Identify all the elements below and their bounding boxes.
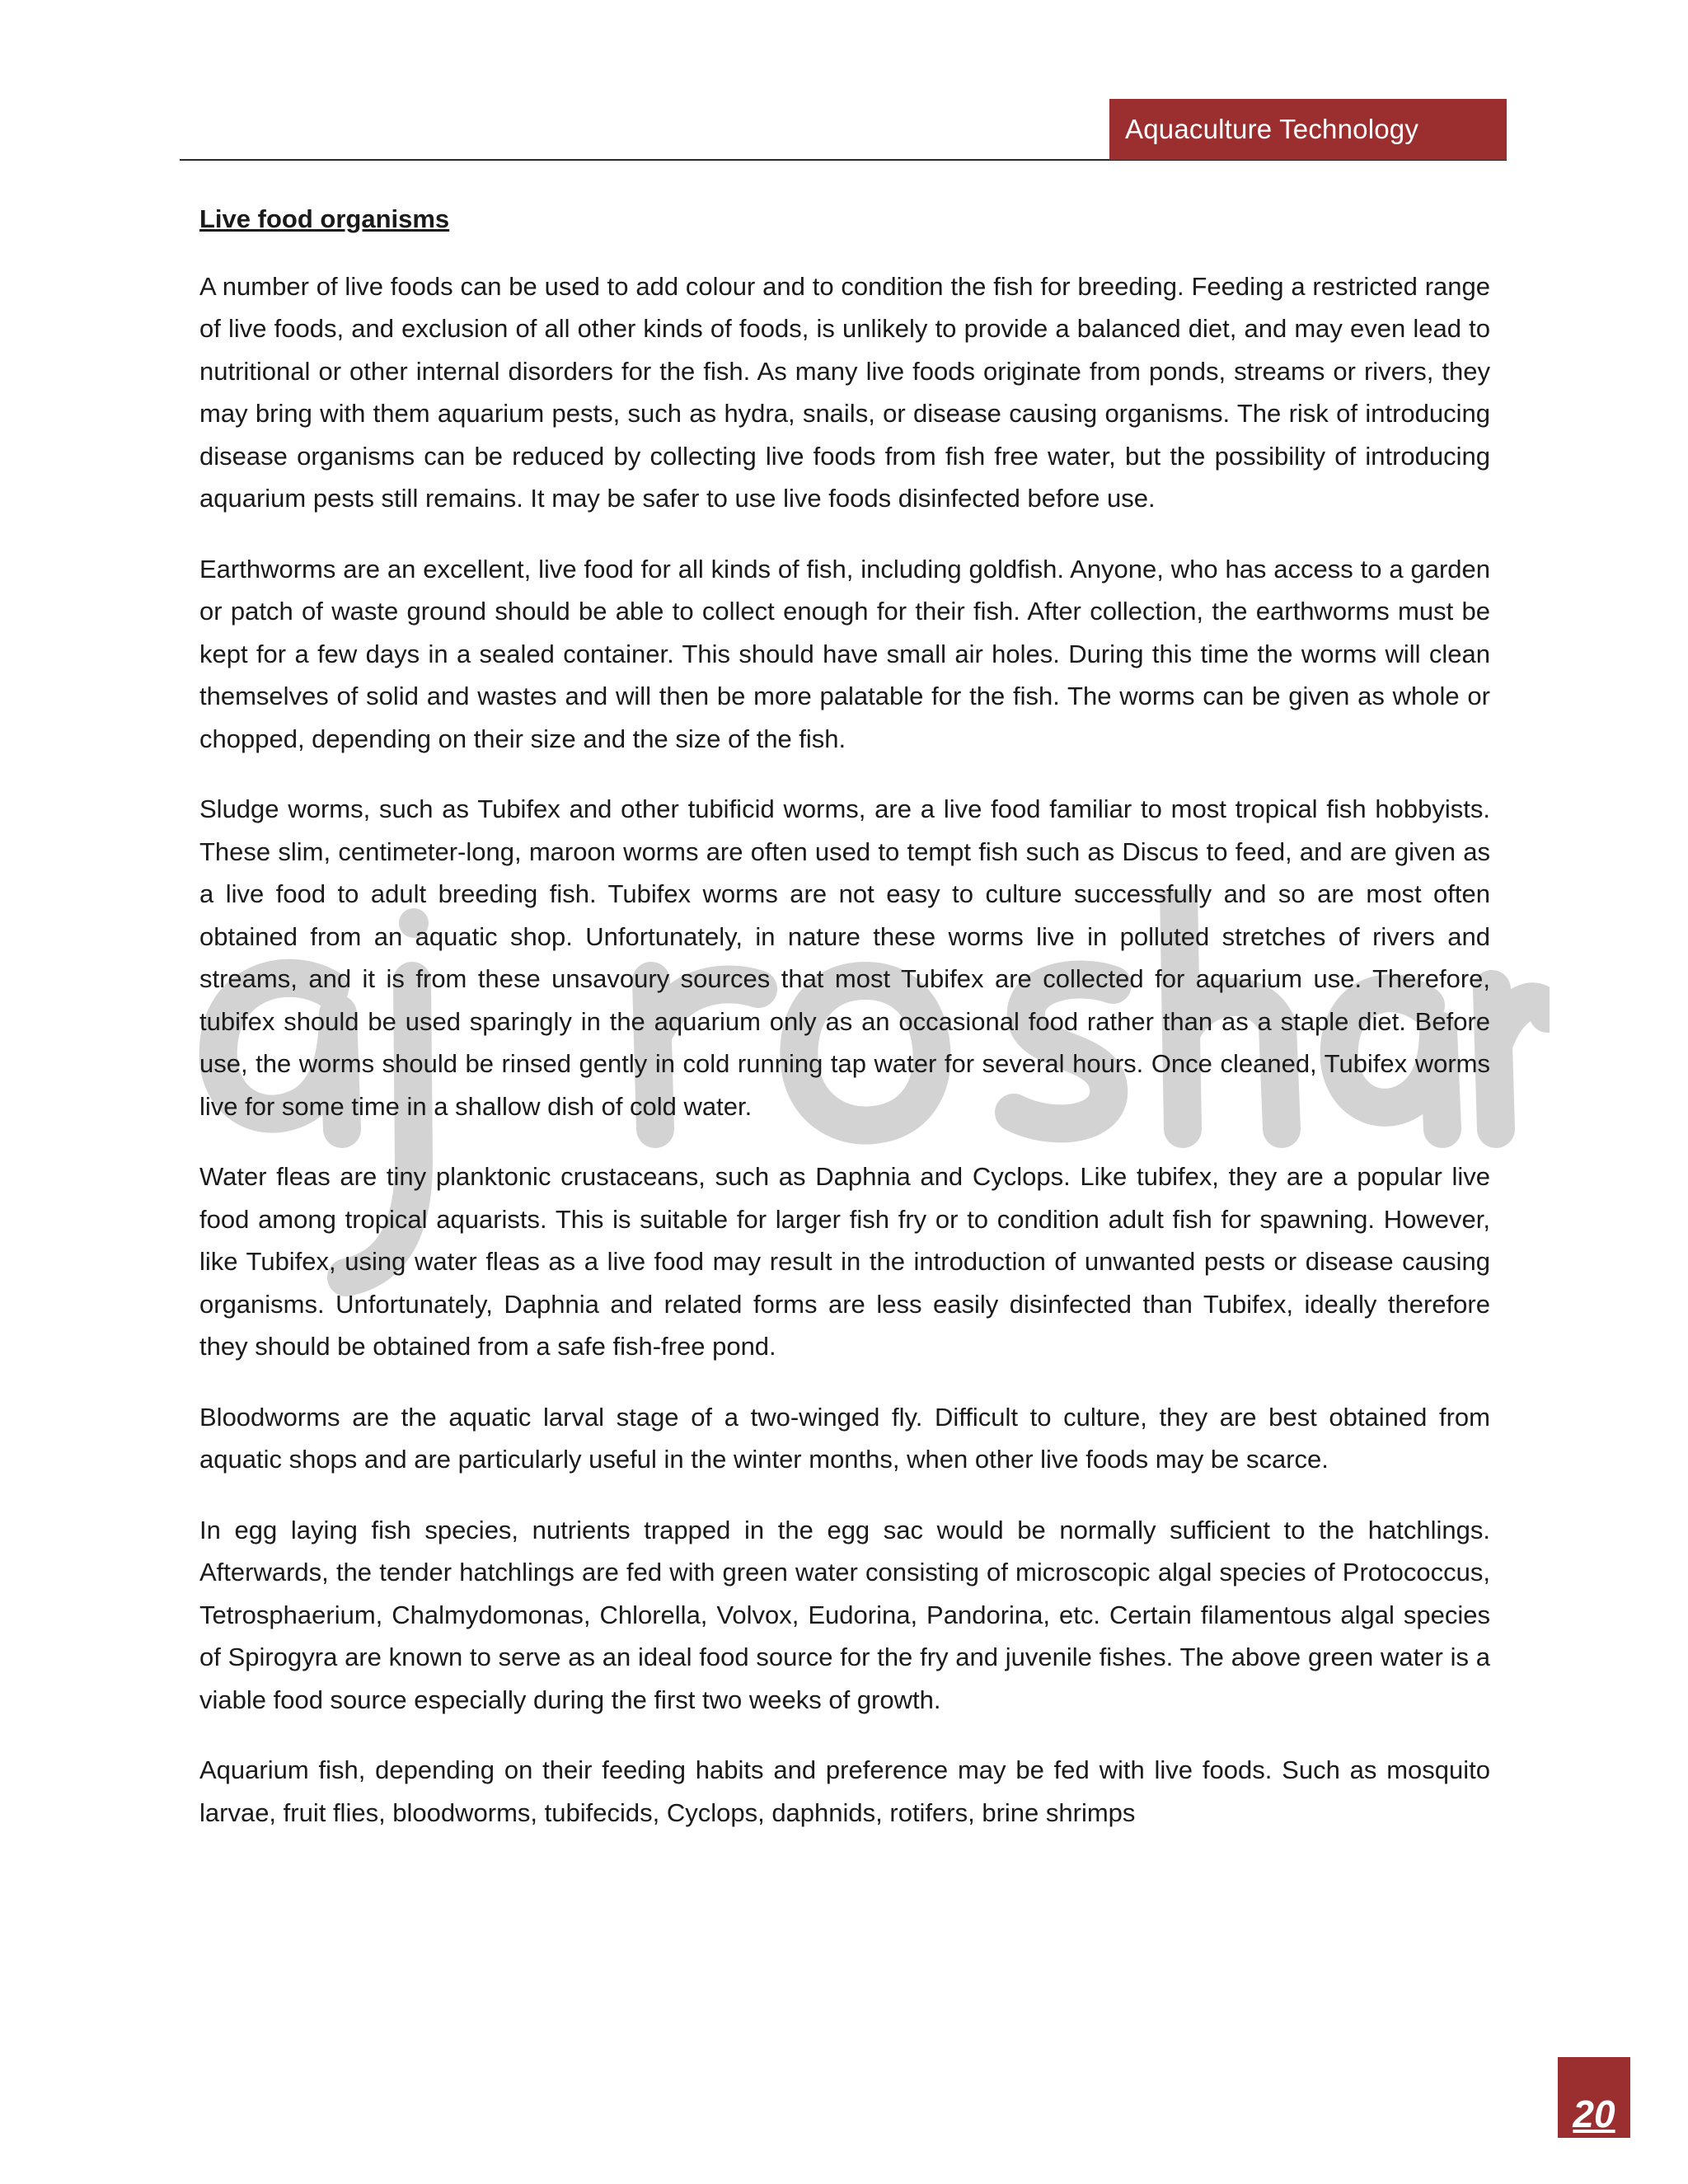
paragraph-green-water: In egg laying fish species, nutrients trapped in the egg sac would be normally sufficient to the hatchlings. Afterwards, the tender hatchlings are fed with green water consisting of microscopic algal species of Protococcus, Tetrosphaerium, Chalmydomonas, Chlorella, Volvox, Eudorina, Pandorina, etc. Certain filamentous algal species of Spirogyra are known to serve as an ideal food source for the fry and juvenile fishes. The above green water is a viable food source especially during the first two weeks of growth. xyxy=(199,1515,1490,1714)
paragraph-sludge-worms: Sludge worms, such as Tubifex and other tubificid worms, are a live food familiar to most tropical fish hobbyists. These slim, centimeter-long, maroon worms are often used to tempt fish such as Discus to feed, and are given as a live food to adult breeding fish. Tubifex worms are not easy to culture successfully and so are most often obtained from an aquatic shop. Unfortunately, in nature these worms live in polluted stretches of rivers and streams, and it is from these unsavoury sources that most Tubifex are collected for aquarium use. Therefore, tubifex should be used sparingly in the aquarium only as an occasional food rather than as a staple diet. Before use, the worms should be rinsed gently in cold running tap water for several hours. Once cleaned, Tubifex worms live for some time in a shallow dish of cold water. xyxy=(199,794,1490,1121)
page-number-badge xyxy=(1558,2057,1630,2138)
running-header xyxy=(1109,99,1507,160)
paragraph-water-fleas: Water fleas are tiny planktonic crustaceans, such as Daphnia and Cyclops. Like tubifex, they are a popular live food among tropical aquarists. This is suitable for larger fish fry or to condition adult fish for spawning. However, like Tubifex, using water fleas as a live food may result in the introduction of unwanted pests or disease causing organisms. Unfortunately, Daphnia and related forms are less easily disinfected than Tubifex, ideally therefore they should be obtained from a safe fish-free pond. xyxy=(199,1162,1490,1361)
paragraph-earthworms: Earthworms are an excellent, live food for all kinds of fish, including goldfish. Anyone, who has access to a garden or patch of waste ground should be able to collect enough for their fish. After collection, the earthworms must be kept for a few days in a sealed container. This should have small air holes. During this time the worms will clean themselves of solid and wastes and will then be more palatable for the fish. The worms can be given as whole or chopped, depending on their size and the size of the fish. xyxy=(199,554,1490,753)
paragraph-intro: A number of live foods can be used to add colour and to condition the fish for breeding. Feeding a restricted range of live foods, and exclusion of all other kinds of foods, is unlikely to provide a balanced diet, and may even lead to nutritional or other internal disorders for the fish. As many live foods originate from ponds, streams or rivers, they may bring with them aquarium pests, such as hydra, snails, or disease causing organisms. The risk of introducing disease organisms can be reduced by collecting live foods from fish free water, but the possibility of introducing aquarium pests still remains. It may be safer to use live foods disinfected before use. xyxy=(199,271,1490,513)
section-heading: Live food organisms xyxy=(199,204,450,233)
running-header-title: Aquaculture Technology xyxy=(1125,114,1419,144)
page-number: 20 xyxy=(1573,2093,1615,2135)
paragraph-bloodworms: Bloodworms are the aquatic larval stage of a two-winged fly. Difficult to culture, they are best obtained from aquatic shops and are particularly useful in the winter months, when other live foods may be scarce. xyxy=(199,1402,1490,1474)
paragraph-aquarium-fish: Aquarium fish, depending on their feeding habits and preference may be fed with live foods. Such as mosquito larvae, fruit flies, bloodworms, tubifecids, Cyclops, daphnids, rotifers, brine shrimps xyxy=(199,1755,1490,1827)
page-body xyxy=(199,198,1490,1862)
